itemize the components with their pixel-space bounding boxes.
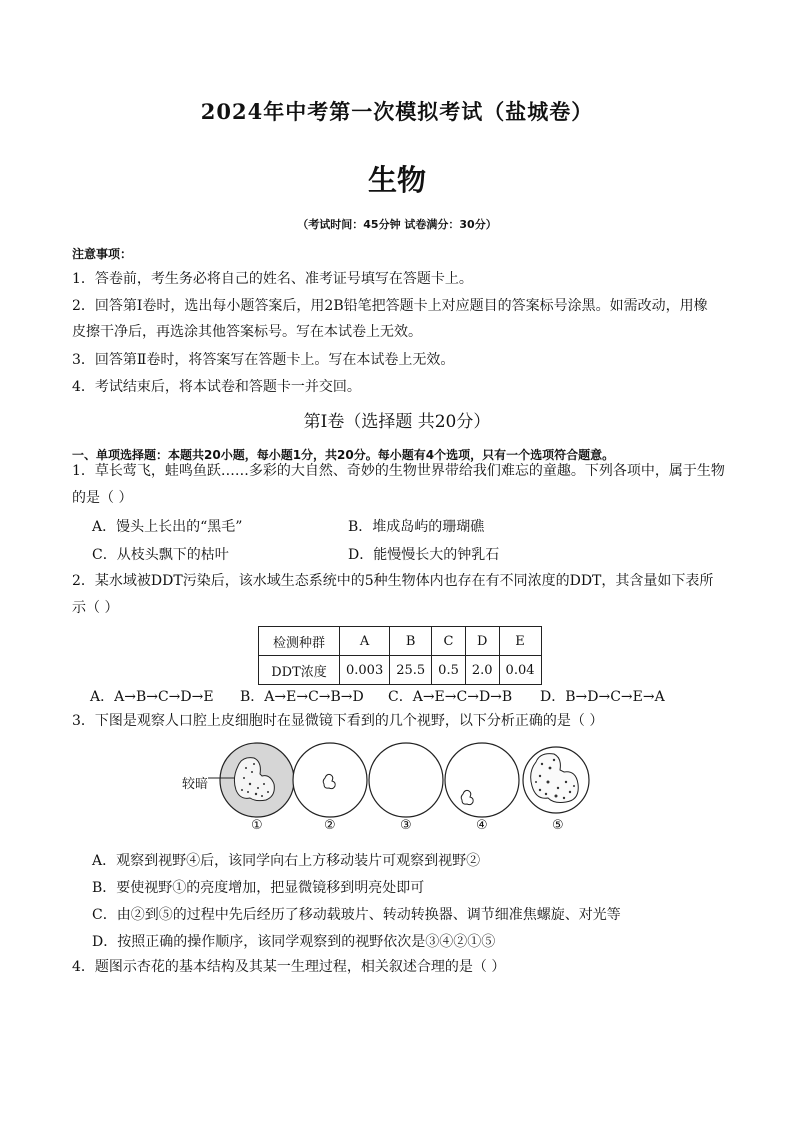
microscope-fields-svg xyxy=(170,742,590,834)
exam-title: 2024年中考第一次模拟考试（盐城卷） xyxy=(200,99,594,124)
table-cell: 25.5 xyxy=(390,656,432,685)
exam-subject: 生物 xyxy=(367,163,426,197)
field-label: ⑤ xyxy=(552,818,564,833)
table-cell: C xyxy=(432,627,466,656)
ddt-table xyxy=(258,626,542,685)
q2-option-c: C．A→E→C→D→B xyxy=(388,689,513,705)
q3-option-a: A．观察到视野④后，该同学向右上方移动装片可观察到视野② xyxy=(92,853,481,869)
q3-option-b: B．要使视野①的亮度增加，把显微镜移到明亮处即可 xyxy=(92,880,425,896)
section-instruction: 一、单项选择题：本题共20小题，每小题1分，共20分。每小题有4个选项，只有一个选项符合题意。 xyxy=(72,448,615,462)
question-1-stem-cont: 的是（ ） xyxy=(72,490,133,506)
note-item: 2．回答第Ⅰ卷时，选出每小题答案后，用2B铅笔把答题卡上对应题目的答案标号涂黑。如需改动，用橡 xyxy=(72,298,708,314)
table-cell: A xyxy=(340,627,390,656)
section-title: 第Ⅰ卷（选择题 共20分） xyxy=(303,412,491,432)
table-cell: DDT浓度 xyxy=(259,656,340,685)
exam-meta: （考试时间：45分钟 试卷满分：30分） xyxy=(297,218,497,231)
table-cell: 检测种群 xyxy=(259,627,340,656)
note-item: 4．考试结束后，将本试卷和答题卡一并交回。 xyxy=(72,379,361,395)
table-cell: B xyxy=(390,627,432,656)
dark-label: 较暗 xyxy=(182,777,209,792)
microscope-fields-figure xyxy=(170,742,590,834)
table-cell: 0.003 xyxy=(340,656,390,685)
table-cell: 0.5 xyxy=(432,656,466,685)
question-2-stem-cont: 示（ ） xyxy=(72,600,119,616)
table-header-row xyxy=(259,627,542,656)
note-item: 皮擦干净后，再选涂其他答案标号。写在本试卷上无效。 xyxy=(72,324,422,340)
q1-option-c: C．从枝头飘下的枯叶 xyxy=(92,547,229,563)
field-label: ② xyxy=(324,818,336,833)
q2-option-d: D．B→D→C→E→A xyxy=(540,689,665,705)
field-label: ④ xyxy=(476,818,488,833)
q1-option-d: D．能慢慢长大的钟乳石 xyxy=(348,547,500,563)
field-label: ③ xyxy=(400,818,412,833)
table-cell: E xyxy=(499,627,541,656)
notes-heading: 注意事项： xyxy=(72,247,133,261)
table-row xyxy=(259,656,542,685)
q3-option-d: D．按照正确的操作顺序，该同学观察到的视野依次是③④②①⑤ xyxy=(92,934,496,950)
table-cell: D xyxy=(465,627,499,656)
question-1-stem: 1．草长莺飞，蛙鸣鱼跃……多彩的大自然、奇妙的生物世界带给我们难忘的童趣。下列各项中，属于生物 xyxy=(72,463,725,479)
table-cell: 0.04 xyxy=(499,656,541,685)
q2-option-a: A．A→B→C→D→E xyxy=(90,689,214,705)
q1-option-b: B．堆成岛屿的珊瑚礁 xyxy=(348,519,485,535)
q1-option-a: A．馒头上长出的“黑毛” xyxy=(92,519,243,535)
q3-option-c: C．由②到⑤的过程中先后经历了移动载玻片、转动转换器、调节细准焦螺旋、对光等 xyxy=(92,907,621,923)
field-label: ① xyxy=(251,818,263,833)
note-item: 1．答卷前，考生务必将自己的姓名、准考证号填写在答题卡上。 xyxy=(72,271,473,287)
field-3-circle xyxy=(369,743,443,817)
q2-option-b: B．A→E→C→B→D xyxy=(240,689,364,705)
note-item: 3．回答第Ⅱ卷时，将答案写在答题卡上。写在本试卷上无效。 xyxy=(72,352,455,368)
question-2-stem: 2．某水域被DDT污染后，该水域生态系统中的5种生物体内也存在有不同浓度的DDT，其含量如下表所 xyxy=(72,573,714,589)
field-4-circle xyxy=(445,743,519,817)
question-3-stem: 3．下图是观察人口腔上皮细胞时在显微镜下看到的几个视野，以下分析正确的是（ ） xyxy=(72,713,604,729)
table-cell: 2.0 xyxy=(465,656,499,685)
question-4-stem: 4．题图示杏花的基本结构及其某一生理过程，相关叙述合理的是（ ） xyxy=(72,959,506,975)
